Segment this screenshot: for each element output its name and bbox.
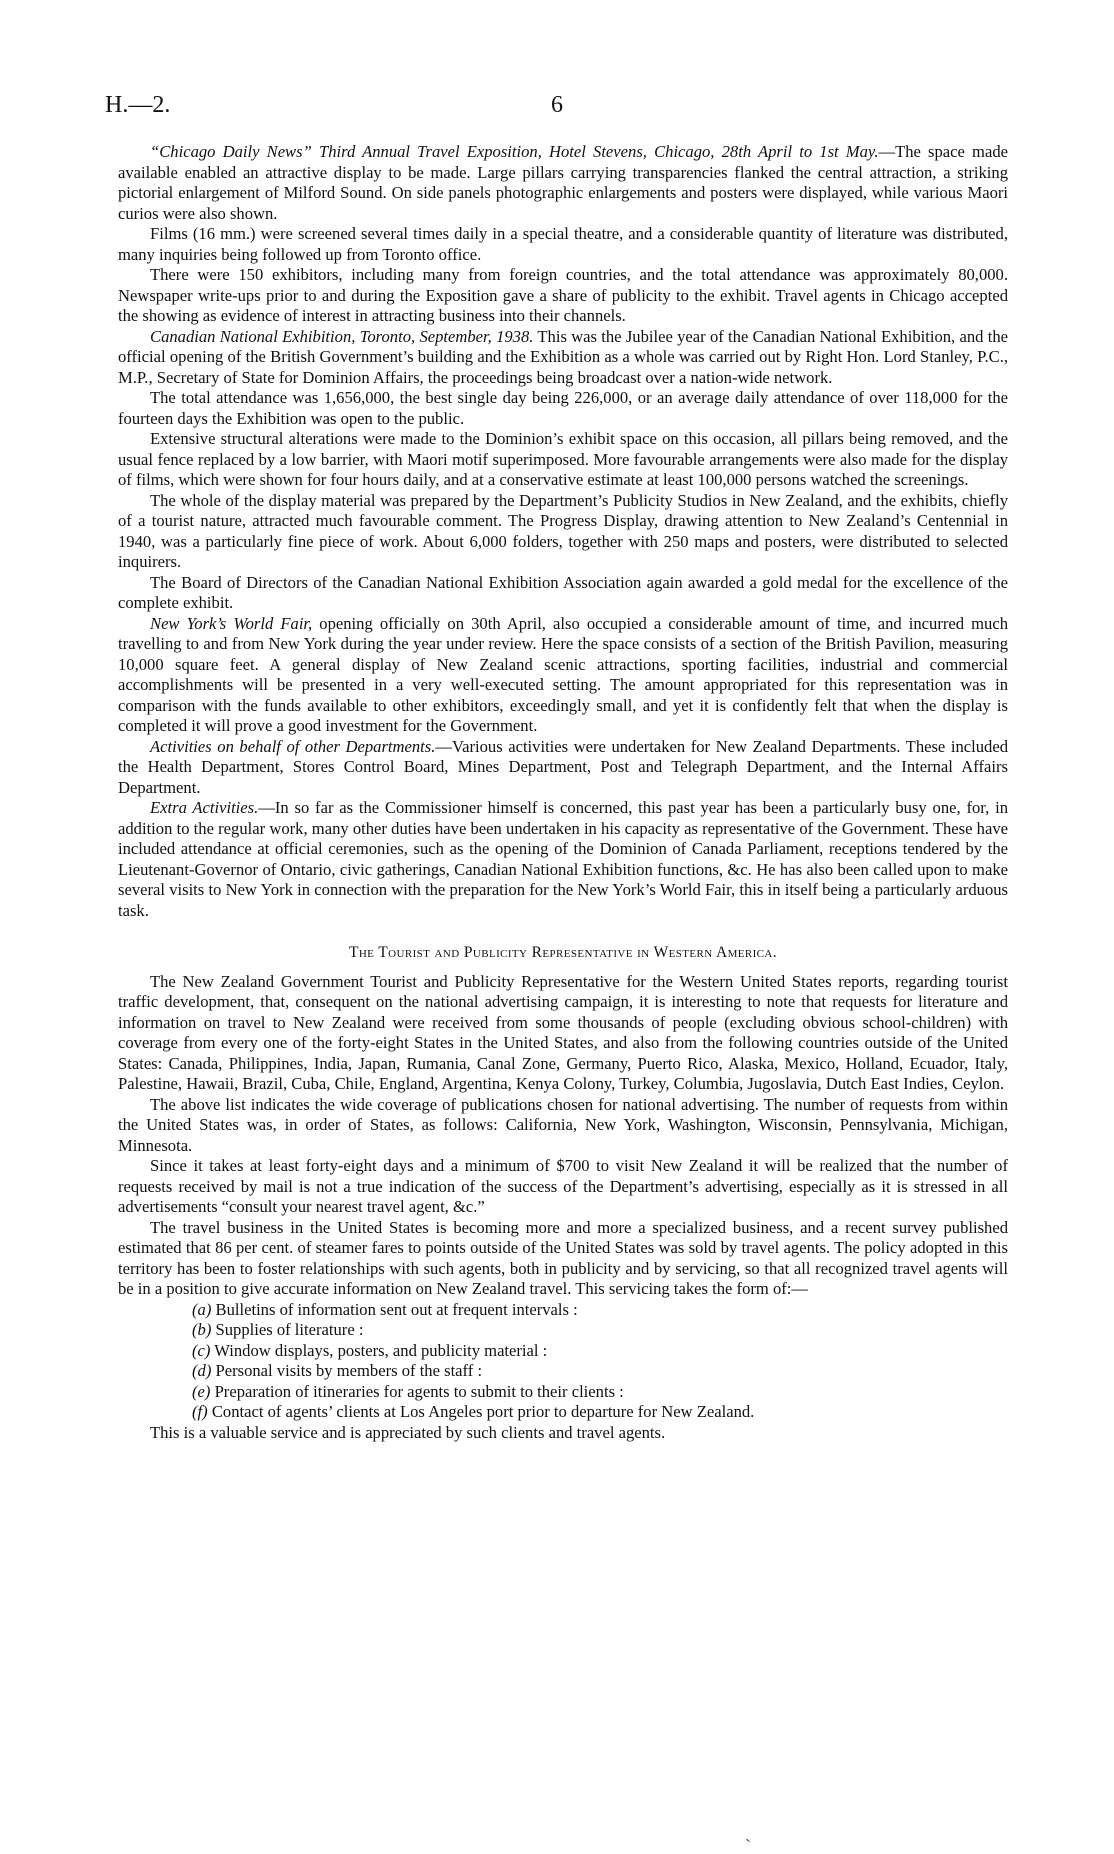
paragraph-text: Extensive structural alterations were made to the Dominion’s exhibit space on this occasion, all pillars being removed, and the usual fence replaced by a low barrier, with Maori motif superimposed. More favourable arrangements were also made for the display of films, which were shown for four hours daily, and at a conservative estimate at least 100,000 persons watched the screenings.	[118, 429, 1008, 489]
list-item	[192, 1320, 1008, 1341]
paragraph-text: The travel business in the United States is becoming more and more a specialized business, and a recent survey published estimated that 86 per cent. of steamer fares to points outside of the United States was sold by travel agents. The policy adopted in this territory has been to foster relationships with such agents, both in publicity and by servicing, so that all recognized travel agents will be in a position to give accurate information on New Zealand travel. This servicing takes the form of:—	[118, 1217, 1008, 1298]
paragraph	[118, 798, 1008, 921]
paragraph	[118, 142, 1008, 224]
list-item	[192, 1341, 1008, 1362]
paragraph	[118, 972, 1008, 1095]
paragraph	[118, 573, 1008, 614]
list-item-text: Personal visits by members of the staff :	[215, 1361, 483, 1380]
closing-paragraph	[118, 1423, 1008, 1444]
list-item	[192, 1300, 1008, 1321]
page-number: 6	[551, 92, 563, 118]
paragraph	[118, 429, 1008, 491]
paragraph-text: —Various activities were undertaken for New Zealand Departments. These included the Health Department, Stores Control Board, Mines Department, Post and Telegraph Department, and the Internal Affairs Department.	[118, 736, 1008, 797]
document-reference: H.—2.	[105, 92, 171, 118]
paragraph-text: This was the Jubilee year of the Canadian National Exhibition, and the official opening of the British Government’s building and the Exhibition as a whole was carried out by Right Hon. Lord Stanley, P.C., M.P., Secretary of State for Dominion Affairs, the proceedings being broadcast over a nation-wide network.	[118, 326, 1008, 387]
paragraph-lead: New York’s World Fair,	[150, 613, 313, 633]
margin-mark: ˎ	[745, 1822, 751, 1842]
paragraph-text: There were 150 exhibitors, including many from foreign countries, and the total attendance was approximately 80,000. Newspaper write-ups prior to and during the Exposition gave a share of publicity to the exhibit. Travel agents in Chicago accepted the showing as evidence of interest in attracting business into their channels.	[118, 265, 1008, 325]
list-marker: (e)	[192, 1381, 211, 1401]
paragraph	[118, 327, 1008, 389]
list-item	[192, 1402, 1008, 1423]
paragraph-text: The above list indicates the wide coverage of publications chosen for national advertising. The number of requests from within the United States was, in order of States, as follows: California, New York, Washington, Wisconsin, Pennsylvania, Michigan, Minnesota.	[118, 1094, 1008, 1155]
paragraph-text: The New Zealand Government Tourist and Publicity Representative for the Western United States reports, regarding tourist traffic development, that, consequent on the national advertising campaign, it is interesting to note that requests for literature and information on travel to New Zealand were received from some thousands of people (excluding obvious school-children) with coverage from every one of the forty-eight States in the United States, and also from the following countries outside of the United States: Canada, Philippines, India, Japan, Rumania, Canal Zone, Germany, Puerto Rico, Alaska, Mexico, Holland, Ecuador, Italy, Palestine, Hawaii, Brazil, Cuba, Chile, England, Argentina, Kenya Colony, Turkey, Columbia, Jugoslavia, Dutch East Indies, Ceylon.	[118, 971, 1008, 1093]
list-item-text: Window displays, posters, and publicity material :	[214, 1340, 548, 1360]
paragraph-text: The whole of the display material was prepared by the Department’s Publicity Studios in New Zealand, and the exhibits, chiefly of a tourist nature, attracted much favourable comment. The Progress Display, drawing attention to New Zealand’s Centennial in 1940, was a particularly fine piece of work. About 6,000 folders, together with 250 maps and posters, were distributed to selected inquirers.	[118, 490, 1008, 571]
list-marker: (d)	[192, 1361, 212, 1380]
list-marker: (c)	[192, 1340, 211, 1360]
paragraph	[118, 737, 1008, 799]
list-item-text: Contact of agents’ clients at Los Angeles port prior to departure for New Zealand.	[211, 1402, 755, 1421]
section-heading: The Tourist and Publicity Representative in Western America.	[348, 944, 778, 961]
paragraph-text: Since it takes at least forty-eight days and a minimum of $700 to visit New Zealand it will be realized that the number of requests received by mail is not a true indication of the success of the Department’s advertising, especially as it is stressed in all advertisements “consult your nearest travel agent, &c.”	[118, 1156, 1008, 1216]
paragraph-text: opening officially on 30th April, also occupied a considerable amount of time, and incurred much travelling to and from New York during the year under review. Here the space consists of a section of the British Pavilion, measuring 10,000 square feet. A general display of New Zealand scenic attractions, sporting facilities, industrial and commercial accomplishments will be presented in a very well-executed setting. The amount appropriated for this representation was in comparison with the funds available to other exhibitors, exceedingly small, and yet it is confidently felt that when the display is completed it will prove a good investment for the Government.	[118, 613, 1008, 735]
paragraph	[118, 614, 1008, 737]
paragraph	[118, 224, 1008, 265]
paragraph	[118, 388, 1008, 429]
services-list	[118, 1300, 1008, 1423]
list-marker: (f)	[192, 1402, 208, 1421]
paragraph-text: The Board of Directors of the Canadian National Exhibition Association again awarded a gold medal for the excellence of the complete exhibit.	[118, 572, 1008, 612]
paragraph-lead: Canadian National Exhibition, Toronto, September, 1938.	[150, 326, 534, 346]
page-header	[105, 92, 1009, 122]
paragraph-lead: “Chicago Daily News” Third Annual Travel Exposition, Hotel Stevens, Chicago, 28th April to 1st May.	[150, 142, 879, 161]
paragraph	[118, 491, 1008, 573]
paragraph-text: The total attendance was 1,656,000, the best single day being 226,000, or an average daily attendance of over 118,000 for the fourteen days the Exhibition was open to the public.	[118, 388, 1008, 428]
paragraph-lead: Extra Activities.	[150, 798, 259, 817]
list-item-text: Supplies of literature :	[215, 1320, 364, 1339]
list-marker: (b)	[192, 1320, 212, 1339]
list-item-text: Bulletins of information sent out at frequent intervals :	[215, 1299, 578, 1319]
list-item	[192, 1361, 1008, 1382]
paragraph	[118, 1218, 1008, 1300]
paragraph	[118, 1095, 1008, 1157]
paragraph	[118, 265, 1008, 327]
paragraph-lead: Activities on behalf of other Departments.	[150, 736, 436, 756]
document-body	[118, 142, 1008, 1443]
paragraph-text: —The space made available enabled an attractive display to be made. Large pillars carrying transparencies flanked the central attraction, a striking pictorial enlargement of Milford Sound. On side panels photographic enlargements and posters were displayed, while various Maori curios were also shown.	[118, 142, 1008, 223]
list-item-text: Preparation of itineraries for agents to submit to their clients :	[214, 1381, 624, 1401]
list-marker: (a)	[192, 1299, 212, 1319]
paragraph-text: Films (16 mm.) were screened several times daily in a special theatre, and a considerable quantity of literature was distributed, many inquiries being followed up from Toronto office.	[118, 224, 1008, 264]
paragraph-text: —In so far as the Commissioner himself is concerned, this past year has been a particularly busy one, for, in addition to the regular work, many other duties have been undertaken in his capacity as representative of the Government. These have included attendance at official ceremonies, such as the opening of the Dominion of Canada Parliament, receptions tendered by the Lieutenant-Governor of Ontario, civic gatherings, Canadian National Exhibition functions, &c. He has also been called upon to make several visits to New York in connection with the preparation for the New York’s World Fair, this in itself being a particularly arduous task.	[118, 798, 1008, 920]
paragraph	[118, 1156, 1008, 1218]
list-item	[192, 1382, 1008, 1403]
paragraph-text: This is a valuable service and is appreciated by such clients and travel agents.	[150, 1422, 666, 1442]
